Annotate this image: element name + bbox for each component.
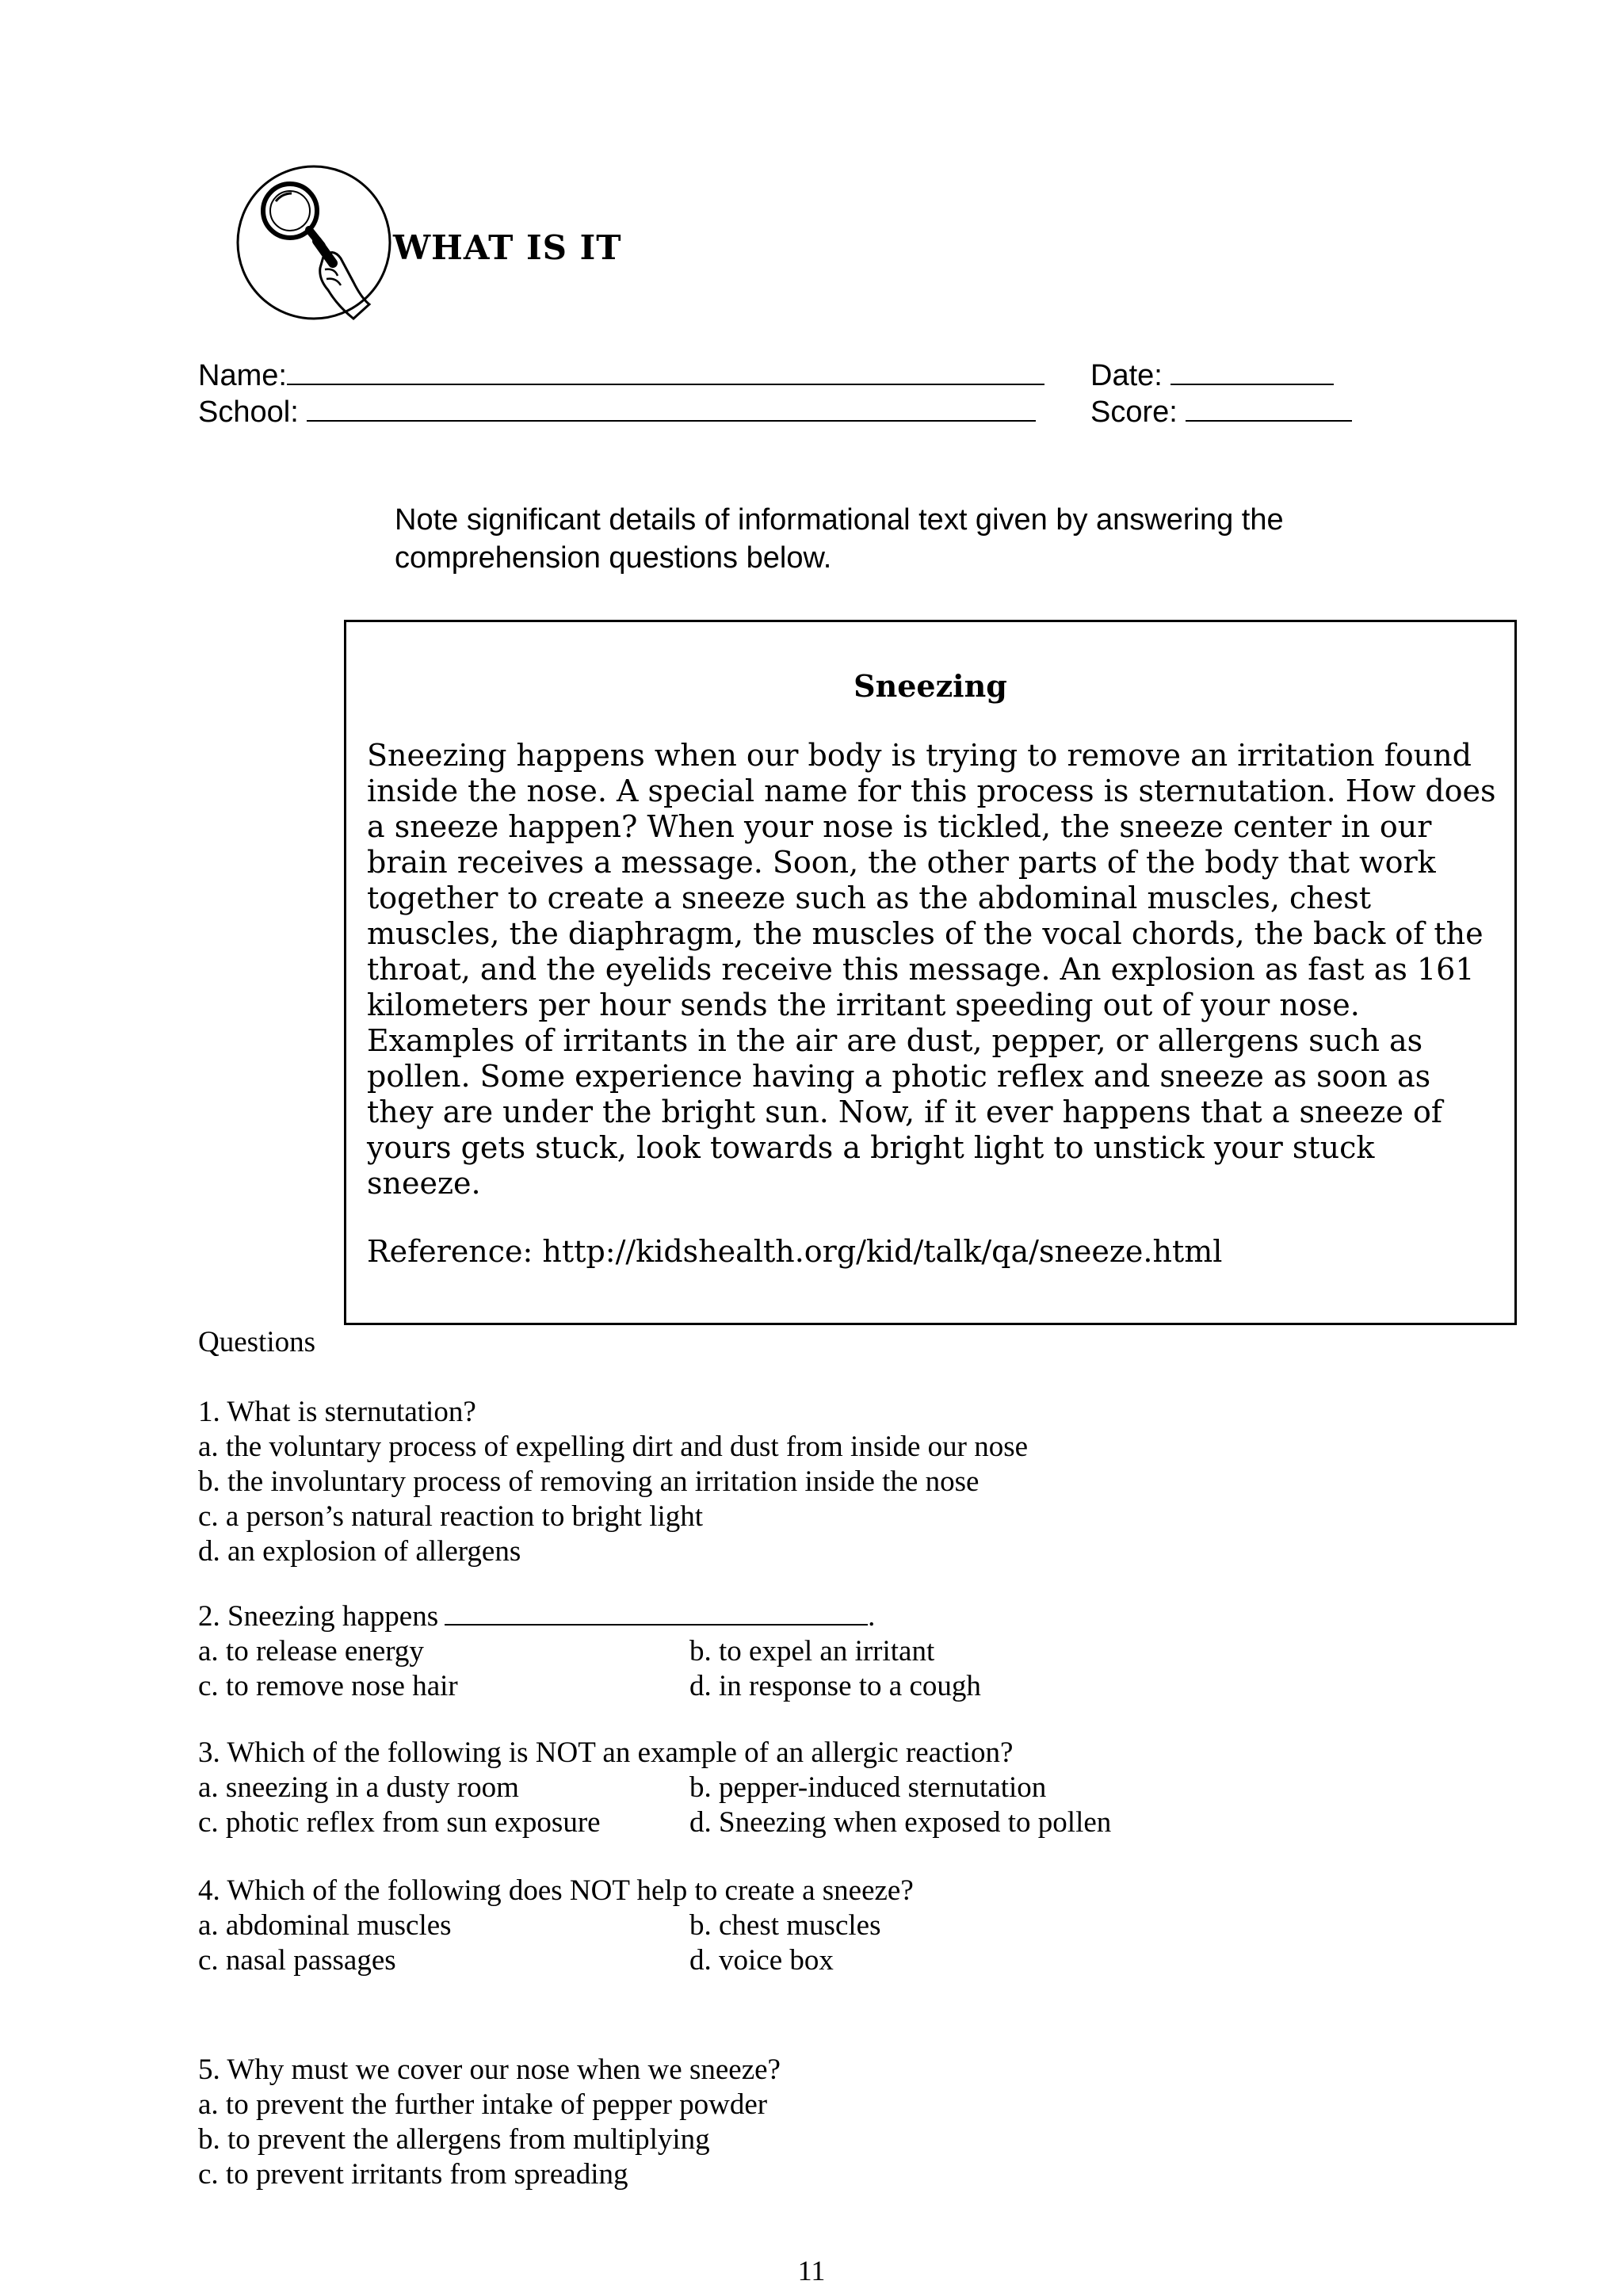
question-2 (198, 1599, 981, 1704)
school-label: School: (198, 395, 299, 429)
question-stem: 5. Why must we cover our nose when we sneeze? (198, 2053, 781, 2086)
option-a[interactable]: a. the voluntary process of expelling dirt and dust from inside our nose (198, 1431, 1029, 1463)
question-stem-text: 2. Sneezing happens (198, 1600, 439, 1633)
name-label: Name: (198, 359, 287, 392)
option-c[interactable]: c. a person’s natural reaction to bright light (198, 1500, 704, 1533)
passage-box (344, 620, 1517, 1325)
option-b[interactable]: b. to prevent the allergens from multiplying (198, 2123, 710, 2156)
question-stem: 1. What is sternutation? (198, 1396, 476, 1428)
question-3 (198, 1736, 1111, 1840)
school-blank[interactable] (307, 393, 1036, 422)
option-b[interactable]: b. chest muscles (689, 1909, 881, 1942)
date-field[interactable] (1090, 357, 1334, 393)
magnifying-glass-hand-icon (235, 163, 393, 322)
score-label: Score: (1090, 395, 1178, 429)
question-stem: 4. Which of the following does NOT help to create a sneeze? (198, 1874, 914, 1907)
score-blank[interactable] (1186, 393, 1352, 422)
date-blank[interactable] (1170, 357, 1334, 385)
option-d[interactable]: d. Sneezing when exposed to pollen (689, 1806, 1112, 1839)
option-b[interactable]: b. pepper-induced sternutation (689, 1771, 1047, 1804)
school-field[interactable] (198, 393, 1036, 430)
answer-blank[interactable] (445, 1600, 868, 1626)
name-field[interactable] (198, 357, 1044, 393)
option-a[interactable]: a. abdominal muscles (198, 1909, 452, 1942)
option-d[interactable]: d. in response to a cough (689, 1670, 981, 1702)
passage-body: Sneezing happens when our body is trying to remove an irritation found inside the nose. A special name for this process is sternutation. How does a sneeze happen? When your nose is tickled, the sneeze center in our brain receives a message. Soon, the other parts of the body that work together to create a sneeze such as the abdominal muscles, chest muscles, the diaphragm, the muscles of the vocal chords, the back of the throat, and the eyelids receive this message. An explosion as fast as 161 kilometers per hour sends the irritant speeding out of your nose. Examples of irritants in the air are dust, pepper, or allergens such as pollen. Some experience having a photic reflex and sneeze as soon as they are under the bright sun. Now, if it ever happens that a sneeze of yours gets stuck, look towards a bright light to unstick your stuck sneeze. (367, 738, 1496, 1201)
option-b[interactable]: b. the involuntary process of removing an irritation inside the nose (198, 1465, 980, 1498)
section-title: WHAT IS IT (393, 228, 622, 267)
option-c[interactable]: c. photic reflex from sun exposure (198, 1806, 601, 1839)
instruction-text: Note significant details of informational text given by answering the comprehension questions below. (395, 503, 1284, 575)
passage-reference: Reference: http://kidshealth.org/kid/talk/qa/sneeze.html (367, 1234, 1223, 1269)
question-5 (198, 2053, 781, 2192)
question-stem: 3. Which of the following is NOT an example of an allergic reaction? (198, 1736, 1014, 1769)
option-a[interactable]: a. to prevent the further intake of pepper powder (198, 2088, 768, 2121)
option-c[interactable]: c. to remove nose hair (198, 1670, 458, 1702)
option-a[interactable]: a. to release energy (198, 1635, 424, 1668)
question-1 (198, 1395, 1028, 1569)
question-stem (198, 1599, 981, 1634)
option-d[interactable]: d. voice box (689, 1944, 834, 1977)
date-label: Date: (1090, 359, 1163, 392)
page-number: 11 (797, 2255, 826, 2286)
option-c[interactable]: c. to prevent irritants from spreading (198, 2158, 628, 2191)
option-b[interactable]: b. to expel an irritant (689, 1635, 935, 1668)
score-field[interactable] (1090, 393, 1352, 430)
name-blank[interactable] (287, 357, 1044, 385)
option-a[interactable]: a. sneezing in a dusty room (198, 1771, 519, 1804)
passage-title: Sneezing (854, 668, 1007, 704)
question-4 (198, 1874, 914, 1978)
option-d[interactable]: d. an explosion of allergens (198, 1535, 521, 1568)
question-stem-end: . (868, 1600, 876, 1633)
questions-heading: Questions (198, 1326, 315, 1358)
option-c[interactable]: c. nasal passages (198, 1944, 396, 1977)
